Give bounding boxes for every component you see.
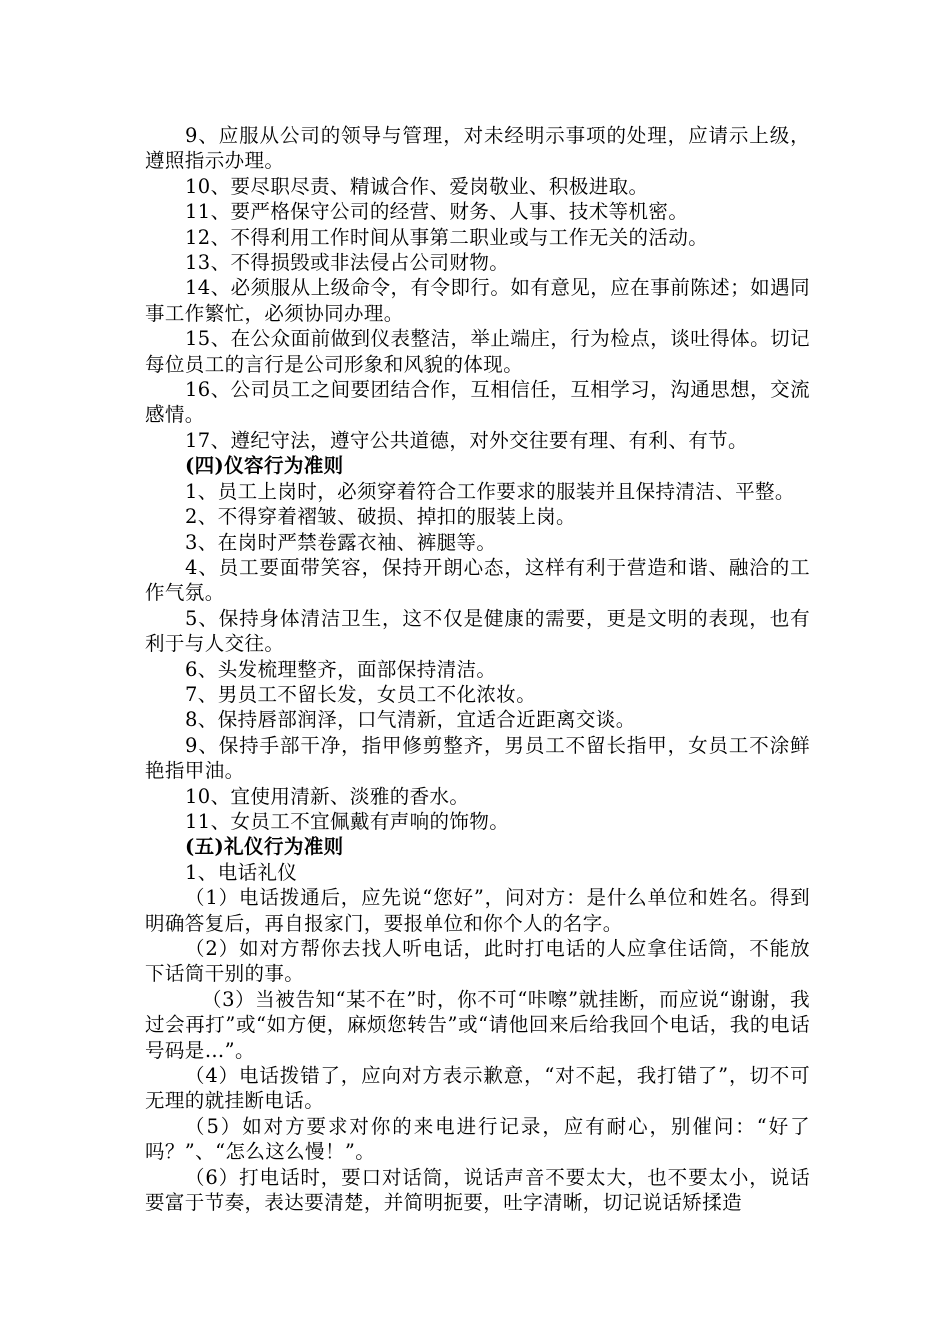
paragraph-appearance-5: 5、保持身体清洁卫生，这不仅是健康的需要，更是文明的表现，也有利于与人交往。 [145, 606, 810, 656]
paragraph-phone-1: （1）电话拨通后，应先说“您好”，问对方：是什么单位和姓名。得到明确答复后，再自报家门，要报单位和你个人的名字。 [145, 886, 810, 935]
paragraph-rule-17: 17、遵纪守法，遵守公共道德，对外交往要有理、有利、有节。 [185, 428, 748, 452]
paragraph-appearance-6: 6、头发梳理整齐，面部保持清洁。 [185, 657, 497, 681]
paragraph-appearance-10: 10、宜使用清新、淡雅的香水。 [185, 784, 470, 808]
paragraph-rule-9: 9、应服从公司的领导与管理，对未经明示事项的处理，应请示上级，遵照指示办理。 [145, 124, 810, 173]
paragraph-rule-11: 11、要严格保守公司的经营、财务、人事、技术等机密。 [185, 200, 689, 224]
paragraph-appearance-3: 3、在岗时严禁卷露衣袖、裤腿等。 [185, 530, 497, 554]
paragraph-appearance-11: 11、女员工不宜佩戴有声响的饰物。 [185, 809, 510, 833]
paragraph-appearance-1: 1、员工上岗时，必须穿着符合工作要求的服装并且保持清洁、平整。 [185, 479, 795, 503]
section-heading-etiquette: (五)礼仪行为准则 [185, 835, 344, 859]
paragraph-phone-5: （5）如对方要求对你的来电进行记录，应有耐心，别催问：“好了吗？”、“怎么这么慢！”。 [145, 1114, 810, 1164]
paragraph-rule-12: 12、不得利用工作时间从事第二职业或与工作无关的活动。 [185, 225, 709, 249]
paragraph-rule-16: 16、公司员工之间要团结合作，互相信任，互相学习，沟通思想，交流感情。 [145, 378, 810, 427]
paragraph-rule-15: 15、在公众面前做到仪表整洁，举止端庄，行为检点，谈吐得体。切记每位员工的言行是公司形象和风貌的体现。 [145, 327, 810, 376]
paragraph-appearance-2: 2、不得穿着褶皱、破损、掉扣的服装上岗。 [185, 505, 576, 529]
paragraph-phone-3: （3）当被告知“某不在”时，你不可“咔嚓”就挂断，而应说“谢谢，我过会再打”或“如方便，麻烦您转告”或“请他回来后给我回个电话，我的电话号码是…”。 [145, 987, 810, 1062]
paragraph-phone-6: （6）打电话时，要口对话筒，说话声音不要太大，也不要太小，说话要富于节奏，表达要清楚，并简明扼要，吐字清晰，切记说话矫揉造 [145, 1165, 810, 1215]
section-heading-appearance: (四)仪容行为准则 [185, 454, 344, 478]
subheading-phone-etiquette: 1、电话礼仪 [185, 860, 298, 884]
paragraph-appearance-7: 7、男员工不留长发，女员工不化浓妆。 [185, 682, 537, 706]
paragraph-phone-2: （2）如对方帮你去找人听电话，此时打电话的人应拿住话筒，不能放下话筒干别的事。 [145, 937, 810, 986]
paragraph-rule-10: 10、要尽职尽责、精诚合作、爱岗敬业、积极进取。 [185, 174, 649, 198]
document-body [145, 123, 810, 1215]
paragraph-rule-14: 14、必须服从上级命令，有令即行。如有意见，应在事前陈述；如遇同事工作繁忙，必须协同办理。 [145, 276, 810, 325]
paragraph-rule-13: 13、不得损毁或非法侵占公司财物。 [185, 251, 510, 275]
paragraph-phone-4: （4）电话拨错了，应向对方表示歉意，“对不起，我打错了”，切不可无理的就挂断电话。 [145, 1064, 810, 1113]
paragraph-appearance-4: 4、员工要面带笑容，保持开朗心态，这样有利于营造和谐、融洽的工作气氛。 [145, 555, 810, 605]
paragraph-appearance-9: 9、保持手部干净，指甲修剪整齐，男员工不留长指甲，女员工不涂鲜艳指甲油。 [145, 733, 810, 783]
paragraph-appearance-8: 8、保持唇部润泽，口气清新，宜适合近距离交谈。 [185, 708, 636, 732]
